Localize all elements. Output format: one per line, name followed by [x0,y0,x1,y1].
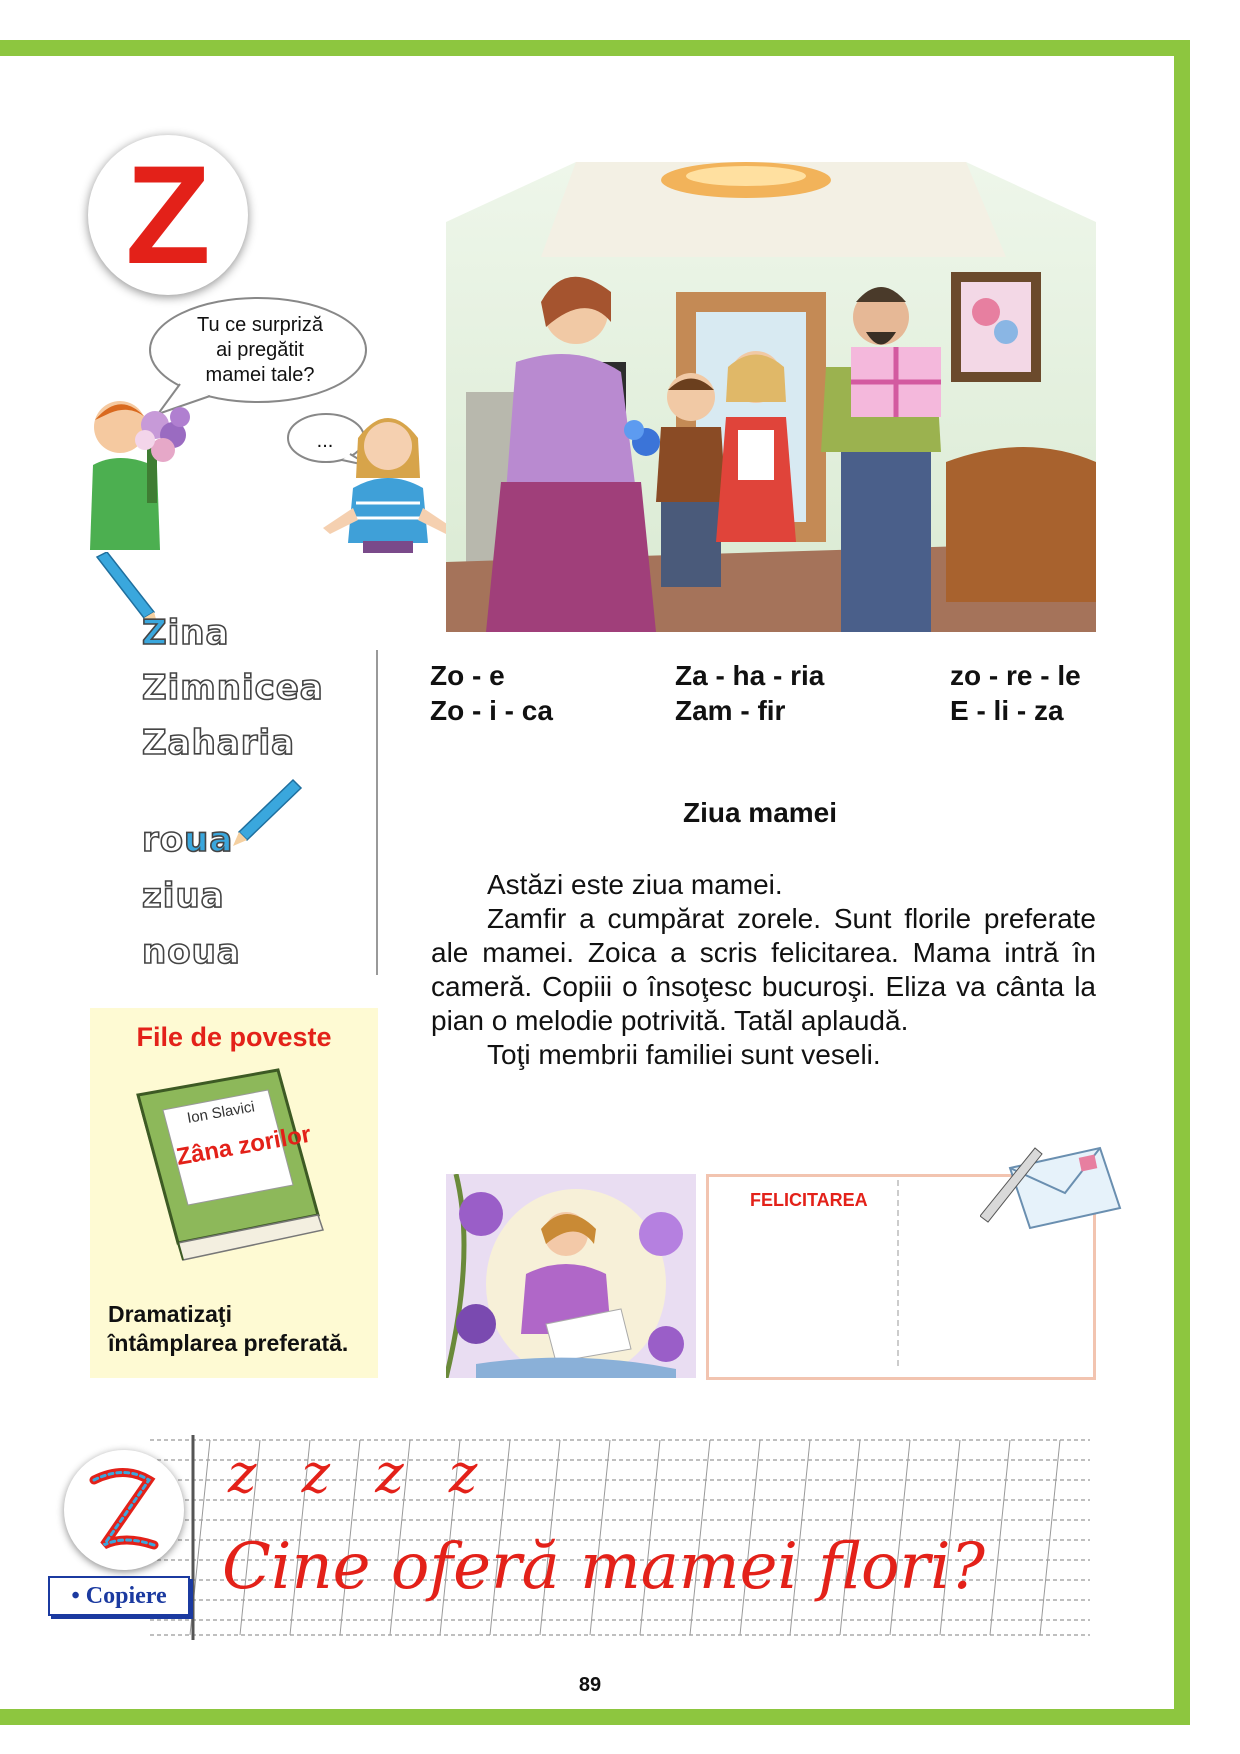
story-text [431,868,1096,1072]
letter-badge [88,135,248,295]
envelope-pen-icon [980,1138,1125,1238]
column-divider [376,650,378,975]
syllable-zoica: Zo - i - ca [430,695,553,726]
word-zaharia [142,723,295,763]
story-files-title: File de poveste [136,1022,332,1052]
family-scene-illustration [446,162,1096,632]
book-author: Ion Slavici [185,1098,257,1127]
story-paragraph-3: Toţi membrii familiei sunt veseli. [487,1039,881,1070]
instruction-line-2: întâmplarea preferată. [108,1330,349,1356]
girl-writing-illustration [446,1174,696,1378]
story-paragraph-1: Astăzi este ziua mamei. [487,869,783,900]
syllable-eliza: E - li - za [950,695,1064,726]
page-number: 89 [578,1674,602,1696]
card-divider [896,1180,900,1370]
word-noua [142,932,241,972]
letter-badge-text: Z [125,136,211,293]
word-highlight: ua [184,820,234,860]
word-ziua [142,876,225,916]
word-roua [142,820,233,860]
speech-bubble-text [160,313,360,388]
syllable-zoe: Zo - e [430,660,505,691]
cursive-letter-badge [64,1450,184,1570]
syllable-zaharia: Za - ha - ria [675,660,825,691]
story-paragraph-2: Zamfir a cumpărat zorele. Sunt florile preferate ale mamei. Zoica a scris felicitarea. Mama intră în cameră. Copiii o însoţesc bucuroşi. Eliza va cânta la pian o melodie potrivită. Tatăl aplaudă. [431,903,1096,1036]
word-text: Zimnicea [142,668,324,708]
syllable-zamfir: Zam - fir [675,695,786,726]
word-zina [142,613,229,653]
page-frame-right [1174,40,1190,1725]
word-text: ina [167,613,230,653]
speech-line-3: mamei tale? [205,364,315,386]
pencil-icon [233,778,303,848]
instruction-line-1: Dramatizaţi [108,1301,232,1327]
boy-with-flowers-illustration [85,395,215,550]
story-title: Ziua mamei [682,797,838,828]
syllable-zorele: zo - re - le [950,660,1081,691]
cursive-letters: z z z z [228,1442,492,1505]
speech-line-2: ai pregătit [216,339,304,361]
page-frame-bottom [0,1709,1190,1725]
cursive-sentence: Cine oferă mamei flori? [222,1530,985,1604]
word-highlight: Z [142,613,168,653]
word-text: noua [142,932,241,972]
girl-illustration [318,408,458,553]
book-title: Zâna zorilor [174,1120,314,1171]
word-zimnicea [142,668,324,708]
word-text: ziua [142,876,225,916]
word-text: ro [142,820,185,860]
cursive-z-icon [64,1450,184,1570]
word-text: Zaharia [142,723,296,763]
copy-label: • Copiere [48,1576,190,1616]
page-frame-top [0,40,1190,56]
book-illustration [118,1065,338,1285]
speech-line-1: Tu ce surpriză [197,314,323,336]
greeting-card-title: FELICITAREA [750,1190,868,1210]
story-files-instructions [108,1300,378,1358]
speech-reply-text: ... [316,430,334,452]
